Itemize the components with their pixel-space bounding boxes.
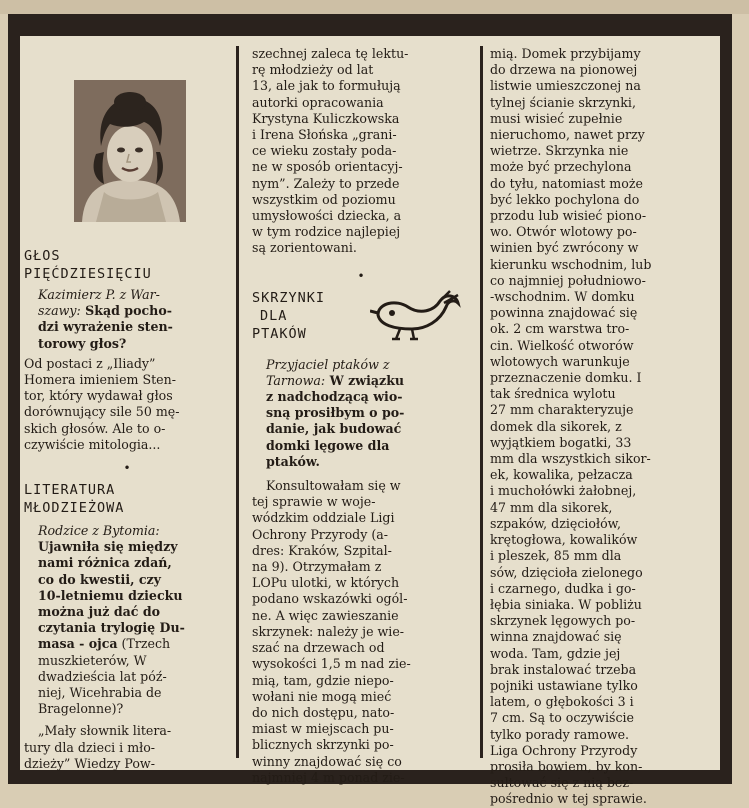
text-line: tylnej ścianie skrzynki, [490, 94, 636, 110]
text-line: „Mały słownik litera- [38, 723, 172, 739]
text-line [38, 336, 230, 352]
text-line [38, 319, 230, 335]
text-line [266, 421, 470, 437]
text-line: tej sprawie w woje- [252, 494, 376, 510]
text-line: kierunku wschodnim, lub [490, 256, 652, 272]
text-line: i Irena Słońska „grani- [252, 127, 397, 143]
title-text: muszkieterów, W [38, 652, 147, 668]
question-text: dzi wyrażenie sten- [38, 319, 173, 335]
text-line: być lekko pochylona do [490, 191, 640, 207]
title-text: niej, Wicehrabia de [38, 685, 162, 701]
column-middle [252, 46, 470, 786]
text-line: pośrednio w tej sprawie. [490, 791, 647, 807]
title-text: Bragelonne)? [38, 701, 124, 717]
text-line: krętogłowa, kowalików [490, 532, 638, 548]
question-text: W związku [325, 372, 405, 388]
question-text: masa - ojca [38, 636, 118, 652]
text-line: miast w miejscach pu- [252, 721, 394, 737]
answer-dumas [24, 723, 230, 772]
text-line [38, 604, 230, 620]
heading-line: GŁOS [24, 248, 61, 264]
question-dumas [24, 523, 230, 717]
asker-name: Tarnowa: [266, 372, 326, 388]
text-line: skrzynek lęgowych po- [490, 613, 636, 629]
text-line: 13, ale jak to formułują [252, 78, 401, 94]
text-line: autorki opracowania [252, 94, 384, 110]
heading-line: PIĘĆDZIESIĘCIU [24, 266, 152, 282]
text-line [266, 454, 470, 470]
text-line: co najmniej południowo- [490, 272, 646, 288]
heading-line: DLA [260, 307, 288, 324]
answer-birdhouses [252, 478, 470, 786]
text-line: ok. 2 cm warstwa tro- [490, 321, 630, 337]
text-line [38, 523, 230, 539]
text-line [266, 357, 470, 373]
section-separator-bullet: • [357, 268, 365, 283]
text-line: mią, tam, gdzie niepo- [252, 672, 394, 688]
text-line: wszystkim od poziomu [252, 191, 396, 207]
text-line: pojniki ustawiane tylko [490, 677, 638, 693]
text-line: skrzynek: należy je wie- [252, 623, 405, 639]
question-text: sną prosiłbym o po- [266, 405, 405, 421]
text-line: Krystyna Kuliczkowska [252, 110, 400, 126]
text-line: na 9). Otrzymałam z [252, 559, 382, 575]
text-line: nieruchomo, nawet przy [490, 127, 645, 143]
text-line: przodu lub wisieć piono- [490, 208, 647, 224]
question-text: czytania trylogię Du- [38, 620, 185, 636]
text-line: skich głosów. Ale to o- [24, 420, 166, 436]
text-line: szechnej zaleca tę lektu- [252, 46, 409, 61]
text-line: do tyłu, natomiast może [490, 175, 643, 191]
newspaper-page [20, 36, 720, 807]
text-line: może być przechylona [490, 159, 632, 175]
birdhouse-header [252, 289, 470, 355]
text-line: wietrze. Skrzynka nie [490, 143, 629, 159]
question-text: Skąd pocho- [80, 303, 172, 319]
column-rule [480, 46, 483, 758]
page-top-edge [0, 0, 749, 14]
text-line: wołani nie mogą mieć [252, 688, 392, 704]
text-line [266, 373, 470, 389]
answer-stentor [24, 356, 230, 453]
text-line: ne w sposób orientacyj- [252, 159, 403, 175]
asker-name: szawy: [38, 303, 81, 319]
heading-line: SKRZYNKI [252, 289, 326, 306]
text-line: tury dla dzieci i mło- [24, 739, 156, 755]
text-line: i muchołówki żałobnej, [490, 483, 637, 499]
text-line: sultować się z nią bez- [490, 775, 634, 791]
text-line: dres: Kraków, Szpital- [252, 542, 392, 558]
text-line: do nich dostępu, nato- [252, 704, 395, 720]
text-line: domek dla sikorek, z [490, 418, 622, 434]
text-line: sów, dzięcioła zielonego [490, 564, 643, 580]
section-heading-youth-literature [24, 481, 230, 517]
text-line [38, 620, 230, 636]
portrait-illustration [74, 80, 186, 222]
text-line: listwie umieszczonej na [490, 78, 641, 94]
text-line [38, 287, 230, 303]
text-line: winien być zwrócony w [490, 240, 639, 256]
asker-name: Kazimierz P. z War- [38, 287, 160, 302]
text-line: najmniej 4 m ponad zie- [252, 769, 405, 785]
text-line [266, 389, 470, 405]
text-line: wlotowych warunkuje [490, 353, 630, 369]
text-line: Homera imieniem Sten- [24, 372, 176, 388]
text-line: 47 mm dla sikorek, [490, 499, 613, 515]
text-line: blicznych skrzynki po- [252, 737, 394, 753]
text-line: ce wieku zostały poda- [252, 143, 397, 159]
answer-birdhouses-continued [490, 46, 716, 808]
question-text: torowy głos? [38, 335, 127, 351]
asker-name: Przyjaciel ptaków z [266, 356, 390, 372]
bird-icon [370, 289, 462, 341]
section-heading-birdhouses [252, 289, 325, 343]
section-heading-voice [24, 247, 230, 283]
text-line: 7 cm. Są to oczywiście [490, 710, 634, 726]
title-text: (Trzech [117, 636, 171, 652]
section-separator-bullet: • [123, 461, 131, 476]
question-text: ptaków. [266, 453, 320, 469]
text-line [38, 588, 230, 604]
text-line: prosiła bowiem, by kon- [490, 758, 643, 774]
text-line: woda. Tam, gdzie jej [490, 645, 621, 661]
column-left [24, 48, 230, 772]
asker-name: Rodzice z Bytomia: [38, 523, 160, 539]
text-line: Liga Ochrony Przyrody [490, 742, 638, 758]
text-line [38, 669, 230, 685]
text-line: wysokości 1,5 m nad zie- [252, 656, 411, 672]
question-stentor [24, 287, 230, 352]
question-text: z nadchodzącą wio- [266, 389, 403, 405]
question-text: nami różnica zdań, [38, 555, 172, 571]
text-line: rę młodzieży od lat [252, 62, 374, 78]
question-text: Ujawniła się między [38, 539, 178, 555]
text-line: są zorientowani. [252, 240, 357, 256]
text-line: cin. Wielkość otworów [490, 337, 634, 353]
text-line [38, 555, 230, 571]
text-line [38, 685, 230, 701]
text-line: łębia siniaka. W pobliżu [490, 596, 642, 612]
text-line: mm dla wszystkich sikor- [490, 451, 651, 467]
text-line: i czarnego, dudka i go- [490, 580, 636, 596]
question-text: domki lęgowe dla [266, 437, 390, 453]
text-line: przeznaczenie domku. I [490, 370, 642, 386]
text-line: dzieży” Wiedzy Pow- [24, 755, 155, 771]
answer-dumas-continued [252, 46, 470, 257]
text-line: w tym rodzice najlepiej [252, 224, 401, 240]
text-line: winny znajdować się co [252, 753, 402, 769]
text-line: Od postaci z „Iliady” [24, 355, 156, 371]
question-text: 10-letniemu dziecku [38, 587, 183, 603]
column-right [490, 46, 716, 808]
text-line: brak instalować trzeba [490, 661, 637, 677]
heading-line: MŁODZIEŻOWA [24, 500, 125, 517]
text-line: szpaków, dzięciołów, [490, 515, 621, 531]
text-line: ek, kowalika, pełzacza [490, 467, 633, 483]
text-line: tor, który wydawał głos [24, 388, 173, 404]
text-line: wo. Otwór wlotowy po- [490, 224, 637, 240]
text-line: szać na drzewach od [252, 640, 385, 656]
text-line: mią. Domek przybijamy [490, 46, 641, 61]
text-line: ne. A więc zawieszanie [252, 607, 399, 623]
text-line: wyjątkiem bogatki, 33 [490, 434, 632, 450]
text-line: tylko porady ramowe. [490, 726, 630, 742]
heading-line: PTAKÓW [252, 325, 307, 342]
question-text: co do kwestii, czy [38, 571, 162, 587]
text-line [38, 572, 230, 588]
text-line: czywiście mitologia... [24, 436, 161, 452]
text-line: winna znajdować się [490, 629, 622, 645]
title-text: dwadzieścia lat póź- [38, 668, 167, 684]
text-line: latem, o głębokości 3 i [490, 694, 634, 710]
text-line: podano wskazówki ogól- [252, 591, 408, 607]
text-line: musi wisieć zupełnie [490, 110, 623, 126]
text-line: Ochrony Przyrody (a- [252, 526, 389, 542]
text-line: -wschodnim. W domku [490, 289, 635, 305]
author-portrait-photo [74, 80, 186, 222]
text-line: nym”. Zależy to przede [252, 175, 400, 191]
text-line [266, 405, 470, 421]
text-line: 27 mm charakteryzuje [490, 402, 634, 418]
column-rule [236, 46, 239, 758]
text-line [38, 701, 230, 717]
text-line [38, 539, 230, 555]
text-line [38, 653, 230, 669]
text-line: umysłowości dziecka, a [252, 208, 402, 224]
text-line: wódzkim oddziale Ligi [252, 510, 395, 526]
question-text: można już dać do [38, 604, 161, 620]
text-line: do drzewa na pionowej [490, 62, 638, 78]
question-text: danie, jak budować [266, 421, 402, 437]
heading-line: LITERATURA [24, 482, 116, 499]
text-line: dorównujący sile 50 mę- [24, 404, 180, 420]
text-line [266, 438, 470, 454]
text-line: powinna znajdować się [490, 305, 638, 321]
text-line: Konsultowałam się w [266, 478, 401, 494]
text-line: LOPu ulotki, w których [252, 575, 400, 591]
text-line: i pleszek, 85 mm dla [490, 548, 622, 564]
question-birdhouses [252, 357, 470, 470]
text-line [38, 636, 230, 652]
text-line [38, 303, 230, 319]
text-line: tak średnica wylotu [490, 386, 616, 402]
